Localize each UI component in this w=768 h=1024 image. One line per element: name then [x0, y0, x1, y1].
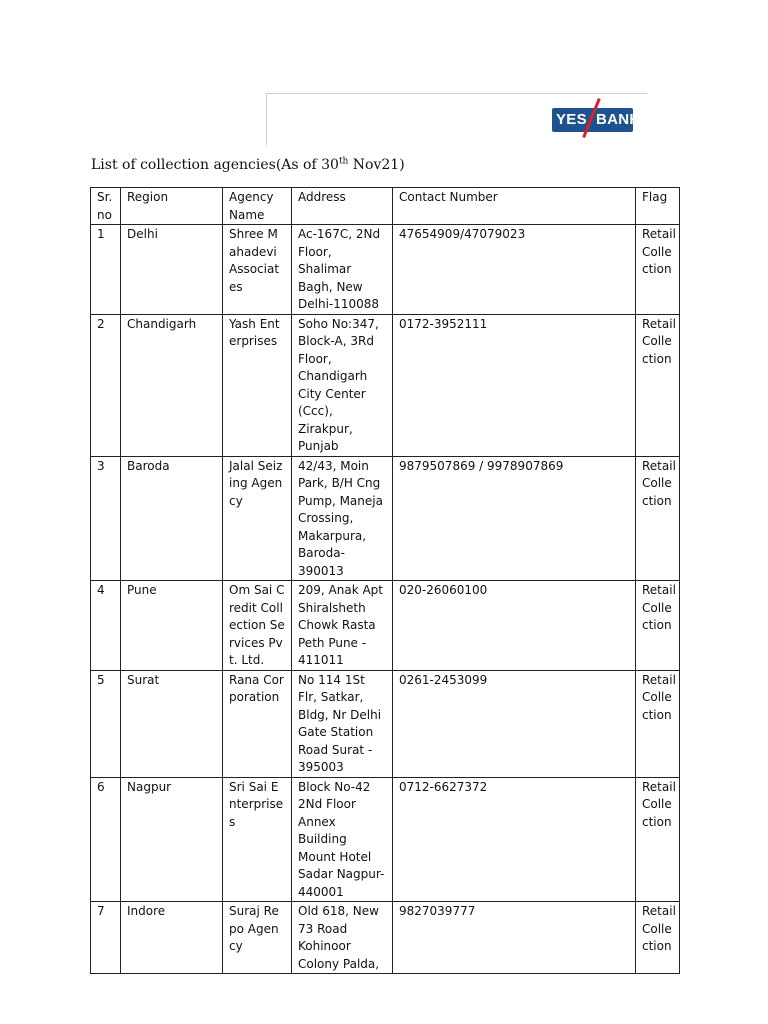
cell-contact-number: 0261-2453099: [393, 670, 636, 777]
cell-contact-number: 0172-3952111: [393, 314, 636, 456]
header-flag: Flag: [636, 188, 680, 225]
cell-region: Surat: [121, 670, 223, 777]
table-row: [91, 902, 680, 974]
document-title: [91, 156, 405, 174]
cell-sr-no: 4: [91, 581, 121, 671]
title-superscript: th: [338, 156, 349, 167]
cell-address: Soho No:347, Block-A, 3Rd Floor, Chandigarh City Center (Ccc), Zirakpur, Punjab: [292, 314, 393, 456]
cell-flag: Retail Collection: [636, 314, 680, 456]
logo-text-bank: BANK: [596, 111, 641, 128]
table-row: [91, 314, 680, 456]
cell-sr-no: 3: [91, 456, 121, 581]
cell-agency-name: Suraj Repo Agency: [223, 902, 292, 974]
table-header-row: [91, 188, 680, 225]
cell-flag: Retail Collection: [636, 581, 680, 671]
cell-sr-no: 7: [91, 902, 121, 974]
cell-flag: Retail Collection: [636, 670, 680, 777]
cell-flag: Retail Collection: [636, 456, 680, 581]
title-suffix: Nov21): [348, 157, 405, 173]
cell-sr-no: 6: [91, 777, 121, 902]
cell-flag: Retail Collection: [636, 902, 680, 974]
cell-contact-number: 0712-6627372: [393, 777, 636, 902]
header-agency-name: Agency Name: [223, 188, 292, 225]
cell-address: No 114 1St Flr, Satkar, Bldg, Nr Delhi Gate Station Road Surat - 395003: [292, 670, 393, 777]
cell-agency-name: Sri Sai Enterprises: [223, 777, 292, 902]
logo-text-yes: YES: [556, 111, 587, 128]
cell-agency-name: Om Sai Credit Collection Services Pvt. Ltd.: [223, 581, 292, 671]
cell-contact-number: 020-26060100: [393, 581, 636, 671]
header-sr-no: Sr. no: [91, 188, 121, 225]
cell-address: Ac-167C, 2Nd Floor, Shalimar Bagh, New Delhi-110088: [292, 225, 393, 315]
title-prefix: List of collection agencies(As of 30: [91, 157, 339, 173]
table-row: [91, 777, 680, 902]
cell-contact-number: 9879507869 / 9978907869: [393, 456, 636, 581]
cell-address: Old 618, New 73 Road Kohinoor Colony Palda,: [292, 902, 393, 974]
cell-flag: Retail Collection: [636, 777, 680, 902]
cell-address: Block No-42 2Nd Floor Annex Building Mount Hotel Sadar Nagpur-440001: [292, 777, 393, 902]
cell-sr-no: 2: [91, 314, 121, 456]
table-row: [91, 225, 680, 315]
collection-agencies-table: [90, 187, 680, 974]
cell-sr-no: 1: [91, 225, 121, 315]
cell-region: Baroda: [121, 456, 223, 581]
cell-sr-no: 5: [91, 670, 121, 777]
cell-flag: Retail Collection: [636, 225, 680, 315]
cell-region: Delhi: [121, 225, 223, 315]
table-row: [91, 581, 680, 671]
header-contact-number: Contact Number: [393, 188, 636, 225]
cell-region: Pune: [121, 581, 223, 671]
header-region: Region: [121, 188, 223, 225]
cell-contact-number: 47654909/47079023: [393, 225, 636, 315]
cell-contact-number: 9827039777: [393, 902, 636, 974]
cell-region: Nagpur: [121, 777, 223, 902]
cell-region: Chandigarh: [121, 314, 223, 456]
cell-address: 209, Anak Apt Shiralsheth Chowk Rasta Peth Pune - 411011: [292, 581, 393, 671]
header-address: Address: [292, 188, 393, 225]
cell-agency-name: Yash Enterprises: [223, 314, 292, 456]
cell-agency-name: Rana Corporation: [223, 670, 292, 777]
cell-agency-name: Shree Mahadevi Associates: [223, 225, 292, 315]
cell-agency-name: Jalal Seizing Agency: [223, 456, 292, 581]
table-row: [91, 456, 680, 581]
yes-bank-logo: [552, 97, 641, 139]
table-row: [91, 670, 680, 777]
cell-region: Indore: [121, 902, 223, 974]
cell-address: 42/43, Moin Park, B/H Cng Pump, Maneja Crossing, Makarpura, Baroda-390013: [292, 456, 393, 581]
